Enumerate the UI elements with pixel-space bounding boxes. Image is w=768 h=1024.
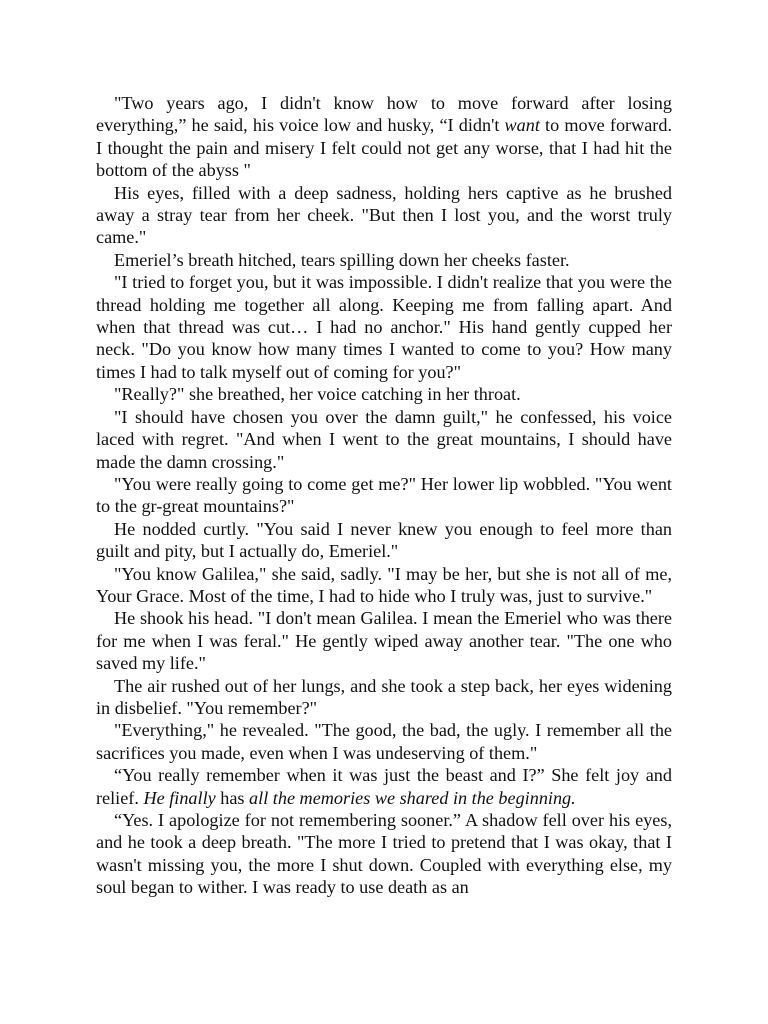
paragraph [96,182,672,249]
paragraph [96,473,672,518]
paragraph-text: to move forward. I thought the pain and misery I felt could not get any worse, that I had hit the bottom of the abyss " [96,115,672,181]
paragraph [96,249,672,271]
paragraph [96,383,672,405]
italic-text: want [504,115,540,136]
paragraph [96,809,672,899]
paragraph-text: “You really remember when it was just the beast and I?” She felt joy and relief. [96,765,672,808]
paragraph [96,406,672,473]
paragraph-text: "You were really going to come get me?" Her lower lip wobbled. "You went to the gr-great mountains?" [96,473,672,517]
paragraph-text: "Everything," he revealed. "The good, the bad, the ugly. I remember all the sacrifices you made, even when I was undeserving of them." [96,720,672,763]
paragraph [96,719,672,764]
paragraph-text: "I should have chosen you over the damn guilt," he confessed, his voice laced with regret. "And when I went to the great mountains, I should have made the damn crossing." [96,406,672,472]
paragraph [96,607,672,674]
paragraph-text: He shook his head. "I don't mean Galilea. I mean the Emeriel who was there for me when I was feral." He gently wiped away another tear. "The one who saved my life." [96,608,672,674]
paragraph [96,271,672,383]
paragraph-text: “Yes. I apologize for not remembering sooner.” A shadow fell over his eyes, and he took a deep breath. "The more I tried to pretend that I was okay, that I wasn't missing you, the more I shut down. Coupled with everything else, my soul began to wither. I was ready to use death as an [96,810,672,898]
paragraph-text: has [215,787,250,808]
paragraph [96,92,672,182]
italic-text: all the memories we shared in the beginning. [249,787,576,808]
paragraph [96,764,672,809]
paragraph [96,518,672,563]
paragraph-text: Emeriel’s breath hitched, tears spilling down her cheeks faster. [114,249,570,270]
paragraph-text: "You know Galilea," she said, sadly. "I may be her, but she is not all of me, Your Grace. Most of the time, I had to hide who I truly was, just to survive." [96,563,672,606]
paragraph-text: "Really?" she breathed, her voice catching in her throat. [114,384,521,405]
paragraph-text: "Two years ago, I didn't know how to move forward after losing everything,” he said, his voice low and husky, “I didn't [96,93,672,136]
paragraph-text: The air rushed out of her lungs, and she took a step back, her eyes widening in disbelief. "You remember?" [96,675,672,718]
italic-text: He finally [143,787,216,808]
paragraph-text: He nodded curtly. "You said I never knew you enough to feel more than guilt and pity, but I actually do, Emeriel." [96,518,672,562]
paragraph-text: "I tried to forget you, but it was impossible. I didn't realize that you were the thread holding me together all along. Keeping me from falling apart. And when that thread was cut… I had no anchor." His hand gently cupped her neck. "Do you know how many times I wanted to come to you? How many times I had to talk myself out of coming for you?" [96,272,672,382]
paragraph [96,675,672,720]
paragraph [96,563,672,608]
book-page [96,92,672,899]
paragraph-text: His eyes, filled with a deep sadness, holding hers captive as he brushed away a stray tear from her cheek. "But then I lost you, and the worst truly came." [96,182,672,248]
